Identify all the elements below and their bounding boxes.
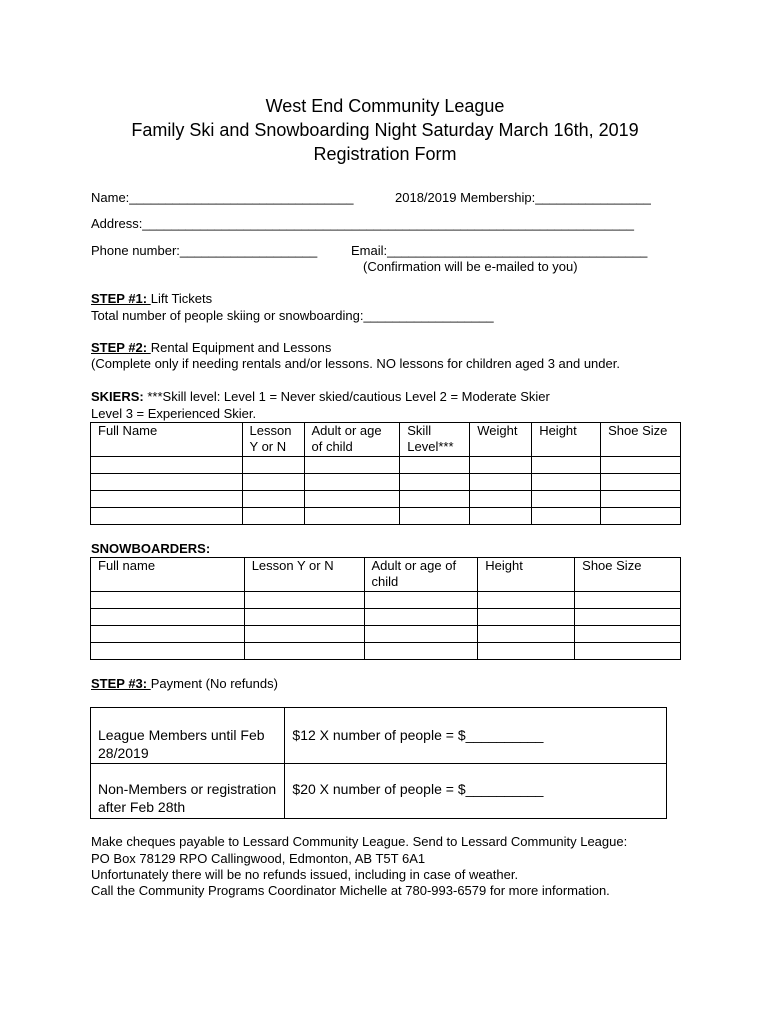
snowboarders-entry-row bbox=[91, 643, 681, 660]
step3-label: STEP #3: bbox=[91, 676, 151, 691]
skiers-header-cell: Weight bbox=[470, 423, 532, 457]
step1-title: Lift Tickets bbox=[150, 291, 213, 306]
skiers-header-cell: Full Name bbox=[91, 423, 243, 457]
table-cell[interactable] bbox=[532, 508, 601, 525]
skiers-entry-row bbox=[91, 491, 681, 508]
table-cell[interactable] bbox=[364, 592, 478, 609]
table-cell[interactable] bbox=[244, 609, 364, 626]
step2-heading bbox=[91, 340, 331, 356]
table-cell[interactable] bbox=[470, 474, 532, 491]
table-cell[interactable] bbox=[601, 474, 681, 491]
skiers-entry-row bbox=[91, 457, 681, 474]
table-cell[interactable] bbox=[601, 457, 681, 474]
payment-who-cell: Non-Members or registration after Feb 28th bbox=[91, 764, 285, 819]
table-cell[interactable] bbox=[478, 592, 575, 609]
table-cell[interactable] bbox=[91, 508, 243, 525]
snowboarders-header-cell: Lesson Y or N bbox=[244, 558, 364, 592]
table-cell[interactable] bbox=[400, 457, 470, 474]
table-cell[interactable] bbox=[478, 626, 575, 643]
table-cell[interactable] bbox=[575, 592, 681, 609]
table-cell[interactable] bbox=[91, 609, 245, 626]
skill-levels-line1: ***Skill level: Level 1 = Never skied/cautious Level 2 = Moderate Skier bbox=[147, 389, 550, 404]
table-cell[interactable] bbox=[304, 457, 400, 474]
table-cell[interactable] bbox=[575, 626, 681, 643]
step1-label: STEP #1: bbox=[91, 291, 151, 306]
step3-heading bbox=[91, 676, 278, 692]
step1-heading bbox=[91, 291, 212, 307]
table-cell[interactable] bbox=[400, 491, 470, 508]
snowboarders-entry-row bbox=[91, 592, 681, 609]
footer-line: PO Box 78129 RPO Callingwood, Edmonton, AB T5T 6A1 bbox=[91, 851, 426, 866]
table-cell[interactable] bbox=[400, 508, 470, 525]
snowboarders-header-cell: Full name bbox=[91, 558, 245, 592]
table-cell[interactable] bbox=[304, 474, 400, 491]
snowboarders-header-cell: Adult or age of child bbox=[364, 558, 478, 592]
table-cell[interactable] bbox=[470, 508, 532, 525]
skiers-header-cell: Lesson Y or N bbox=[242, 423, 304, 457]
payment-price-cell[interactable]: $12 X number of people = $__________ bbox=[285, 708, 667, 764]
payment-table bbox=[90, 707, 667, 819]
skiers-header-cell: Shoe Size bbox=[601, 423, 681, 457]
table-cell[interactable] bbox=[532, 474, 601, 491]
table-cell[interactable] bbox=[575, 643, 681, 660]
payment-row bbox=[91, 764, 667, 819]
table-cell[interactable] bbox=[304, 491, 400, 508]
snowboarders-header-cell: Shoe Size bbox=[575, 558, 681, 592]
table-cell[interactable] bbox=[532, 491, 601, 508]
skiers-header-cell: Skill Level*** bbox=[400, 423, 470, 457]
footer-line: Make cheques payable to Lessard Community League. Send to Lessard Community League: bbox=[91, 834, 628, 849]
skiers-header-row bbox=[91, 423, 681, 457]
table-cell[interactable] bbox=[364, 626, 478, 643]
membership-field[interactable]: 2018/2019 Membership:________________ bbox=[395, 190, 651, 205]
step3-title: Payment (No refunds) bbox=[150, 676, 278, 691]
skiers-header-cell: Adult or age of child bbox=[304, 423, 400, 457]
table-cell[interactable] bbox=[91, 457, 243, 474]
skiers-header-cell: Height bbox=[532, 423, 601, 457]
event-title: Family Ski and Snowboarding Night Saturday March 16th, 2019 bbox=[131, 120, 639, 140]
table-cell[interactable] bbox=[244, 592, 364, 609]
table-cell[interactable] bbox=[244, 626, 364, 643]
total-people-field[interactable]: Total number of people skiing or snowboarding:__________________ bbox=[91, 308, 494, 323]
snowboarders-entry-row bbox=[91, 609, 681, 626]
table-cell[interactable] bbox=[244, 643, 364, 660]
skiers-entry-row bbox=[91, 474, 681, 491]
skill-levels-line2: Level 3 = Experienced Skier. bbox=[91, 406, 257, 421]
table-cell[interactable] bbox=[470, 491, 532, 508]
league-title: West End Community League bbox=[265, 96, 505, 116]
form-title: Registration Form bbox=[313, 144, 457, 164]
name-field[interactable]: Name:_______________________________ bbox=[91, 190, 354, 205]
step2-title: Rental Equipment and Lessons bbox=[150, 340, 332, 355]
snowboarders-label: SNOWBOARDERS: bbox=[91, 541, 211, 556]
skiers-table bbox=[90, 422, 681, 525]
table-cell[interactable] bbox=[364, 609, 478, 626]
email-field[interactable]: Email:____________________________________ bbox=[351, 243, 648, 258]
step2-note: (Complete only if needing rentals and/or lessons. NO lessons for children aged 3 and under. bbox=[91, 356, 620, 371]
table-cell[interactable] bbox=[601, 491, 681, 508]
table-cell[interactable] bbox=[364, 643, 478, 660]
table-cell[interactable] bbox=[242, 508, 304, 525]
table-cell[interactable] bbox=[478, 609, 575, 626]
skiers-heading bbox=[91, 389, 550, 405]
skiers-entry-row bbox=[91, 508, 681, 525]
snowboarders-header-cell: Height bbox=[478, 558, 575, 592]
table-cell[interactable] bbox=[575, 609, 681, 626]
table-cell[interactable] bbox=[91, 626, 245, 643]
table-cell[interactable] bbox=[91, 474, 243, 491]
footer-line: Unfortunately there will be no refunds issued, including in case of weather. bbox=[91, 867, 519, 882]
table-cell[interactable] bbox=[304, 508, 400, 525]
table-cell[interactable] bbox=[242, 457, 304, 474]
table-cell[interactable] bbox=[400, 474, 470, 491]
payment-who-cell: League Members until Feb 28/2019 bbox=[91, 708, 285, 764]
address-field[interactable]: Address:____________________________________________________________________ bbox=[91, 216, 634, 231]
footer-line: Call the Community Programs Coordinator Michelle at 780-993-6579 for more information. bbox=[91, 883, 610, 898]
confirmation-note: (Confirmation will be e-mailed to you) bbox=[363, 259, 578, 274]
table-cell[interactable] bbox=[532, 457, 601, 474]
step2-label: STEP #2: bbox=[91, 340, 151, 355]
table-cell[interactable] bbox=[91, 592, 245, 609]
table-cell[interactable] bbox=[242, 491, 304, 508]
snowboarders-entry-row bbox=[91, 626, 681, 643]
skiers-label: SKIERS: bbox=[91, 389, 148, 404]
table-cell[interactable] bbox=[478, 643, 575, 660]
payment-price-cell[interactable]: $20 X number of people = $__________ bbox=[285, 764, 667, 819]
table-cell[interactable] bbox=[242, 474, 304, 491]
table-cell[interactable] bbox=[91, 491, 243, 508]
payment-row bbox=[91, 708, 667, 764]
table-cell[interactable] bbox=[601, 508, 681, 525]
snowboarders-table bbox=[90, 557, 681, 660]
table-cell[interactable] bbox=[91, 643, 245, 660]
phone-field[interactable]: Phone number:___________________ bbox=[91, 243, 318, 258]
snowboarders-header-row bbox=[91, 558, 681, 592]
table-cell[interactable] bbox=[470, 457, 532, 474]
